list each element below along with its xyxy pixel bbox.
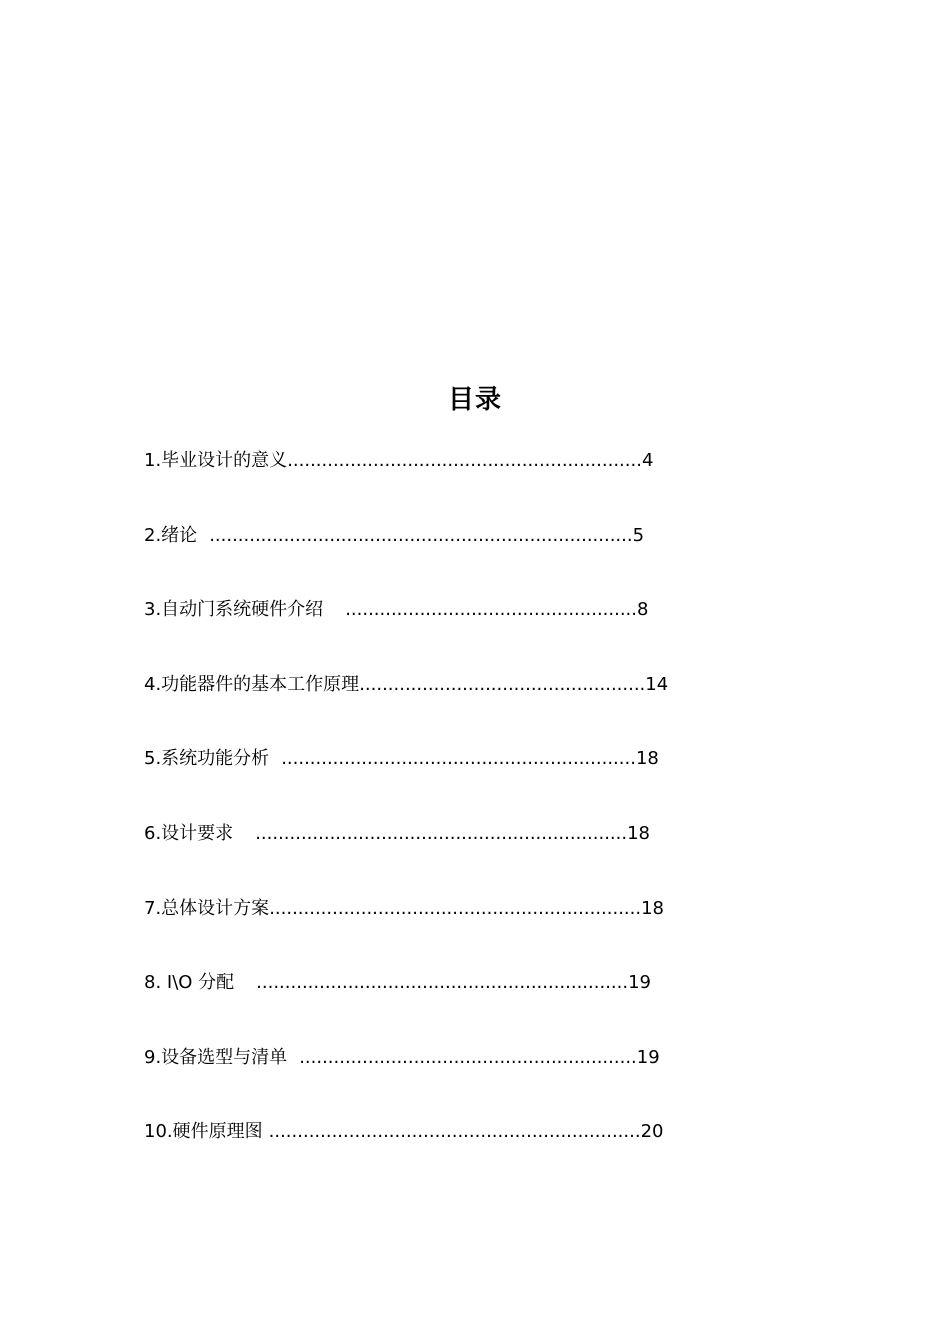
toc-entry-3[interactable]: [144, 595, 668, 670]
toc-entry-label: 9.设备选型与清单: [144, 1046, 288, 1068]
toc-entry-leader: .................................................................: [269, 897, 642, 919]
toc-entry-10[interactable]: [144, 1117, 668, 1192]
toc-entry-page: 4: [641, 450, 654, 471]
toc-entry-label: 5.系统功能分析: [144, 748, 270, 770]
toc-entry-leader: ..............................................................: [287, 450, 642, 471]
toc-entry-5[interactable]: [144, 744, 668, 819]
toc-entry-6[interactable]: [144, 819, 668, 894]
toc-entry-leader: ...................................................: [345, 599, 637, 621]
toc-entry-leader: ..........................................................................: [209, 524, 633, 546]
toc-entry-leader: .................................................................: [268, 1121, 641, 1143]
toc-entry-9[interactable]: [144, 1043, 668, 1118]
toc-entry-label: 3.自动门系统硬件介绍: [144, 599, 324, 621]
toc-entry-leader: .................................................................: [255, 822, 628, 844]
toc-entry-label: 8. I\O 分配: [144, 972, 235, 994]
toc-entry-page: 19: [628, 972, 651, 994]
toc-entry-page: 19: [636, 1046, 660, 1068]
toc-entry-1[interactable]: [144, 446, 668, 521]
toc-entry-leader: ..............................................................: [281, 748, 636, 770]
toc-entry-page: 8: [637, 599, 649, 621]
toc-entry-page: 18: [635, 748, 659, 770]
toc-entry-7[interactable]: [144, 894, 668, 969]
toc-entry-label: 10.硬件原理图: [144, 1121, 263, 1143]
toc-entry-label: 2.绪论: [144, 524, 198, 546]
toc-entry-8[interactable]: [144, 968, 668, 1043]
toc-entry-page: 18: [641, 897, 665, 919]
toc-entry-2[interactable]: [144, 521, 668, 596]
toc-entry-page: 5: [632, 524, 645, 546]
toc-entry-leader: ...........................................................: [299, 1046, 637, 1068]
toc-entry-label: 6.设计要求: [144, 822, 234, 844]
toc-entry-page: 14: [645, 673, 669, 695]
toc-list: [144, 446, 668, 1192]
toc-entry-page: 20: [640, 1121, 664, 1143]
toc-entry-leader: ..................................................: [359, 673, 646, 695]
toc-entry-label: 7.总体设计方案: [144, 897, 270, 919]
toc-entry-label: 1.毕业设计的意义: [144, 450, 288, 471]
toc-entry-leader: .................................................................: [256, 972, 629, 994]
toc-entry-label: 4.功能器件的基本工作原理: [144, 673, 360, 695]
toc-entry-4[interactable]: [144, 670, 668, 745]
toc-entry-page: 18: [627, 822, 651, 844]
toc-title: 目录: [447, 385, 502, 415]
